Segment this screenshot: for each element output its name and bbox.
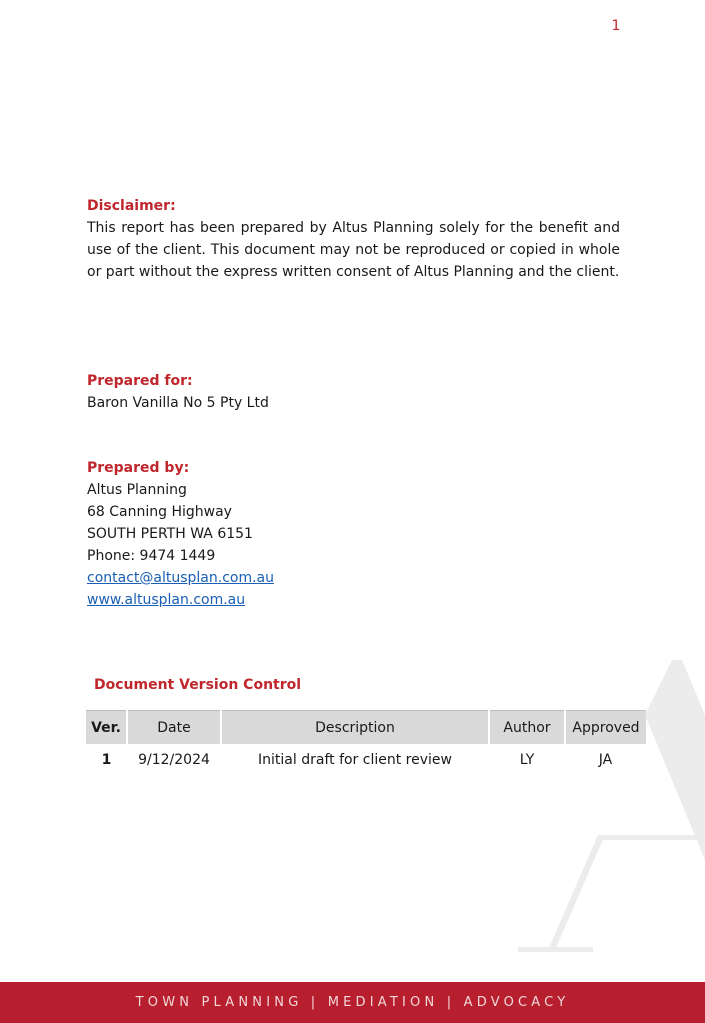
cell-description: Initial draft for client review bbox=[258, 752, 452, 768]
disclaimer-heading: Disclaimer: bbox=[87, 198, 176, 214]
address-line-1: 68 Canning Highway bbox=[87, 504, 232, 520]
watermark-left-leg bbox=[548, 835, 605, 950]
company-name: Altus Planning bbox=[87, 482, 187, 498]
watermark-base-bar bbox=[518, 947, 593, 952]
col-header-description: Description bbox=[221, 711, 489, 745]
col-header-date: Date bbox=[127, 711, 221, 745]
col-header-version: Ver. bbox=[86, 711, 127, 745]
watermark-crossbar bbox=[598, 835, 705, 840]
footer-tagline: TOWN PLANNING | MEDIATION | ADVOCACY bbox=[135, 995, 570, 1010]
altus-a-watermark-logo bbox=[510, 655, 705, 955]
phone-number: Phone: 9474 1449 bbox=[87, 548, 216, 564]
prepared-for-section bbox=[87, 370, 269, 414]
website-link[interactable]: www.altusplan.com.au bbox=[87, 592, 246, 608]
prepared-for-heading: Prepared for: bbox=[87, 373, 193, 389]
cell-approved: JA bbox=[598, 752, 613, 768]
page-number: 1 bbox=[611, 18, 621, 34]
watermark-upper-stroke bbox=[645, 660, 705, 860]
cell-author: LY bbox=[519, 752, 535, 768]
address-line-2: SOUTH PERTH WA 6151 bbox=[87, 526, 253, 542]
cell-version: 1 bbox=[101, 752, 112, 768]
col-header-approved: Approved bbox=[565, 711, 646, 745]
disclaimer-text: This report has been prepared by Altus Planning solely for the benefit and use of the client. This document may not be reproduced or copied in whole or part without the express written consent of Altus Planning and the client. bbox=[87, 220, 620, 280]
footer-banner bbox=[0, 982, 705, 1023]
cell-date: 9/12/2024 bbox=[138, 752, 210, 768]
prepared-by-heading: Prepared by: bbox=[87, 460, 190, 476]
client-name: Baron Vanilla No 5 Pty Ltd bbox=[87, 395, 269, 411]
version-control-title: Document Version Control bbox=[94, 677, 302, 693]
col-header-author: Author bbox=[489, 711, 565, 745]
disclaimer-section bbox=[87, 195, 620, 283]
prepared-by-section bbox=[87, 457, 274, 611]
email-link[interactable]: contact@altusplan.com.au bbox=[87, 570, 274, 586]
